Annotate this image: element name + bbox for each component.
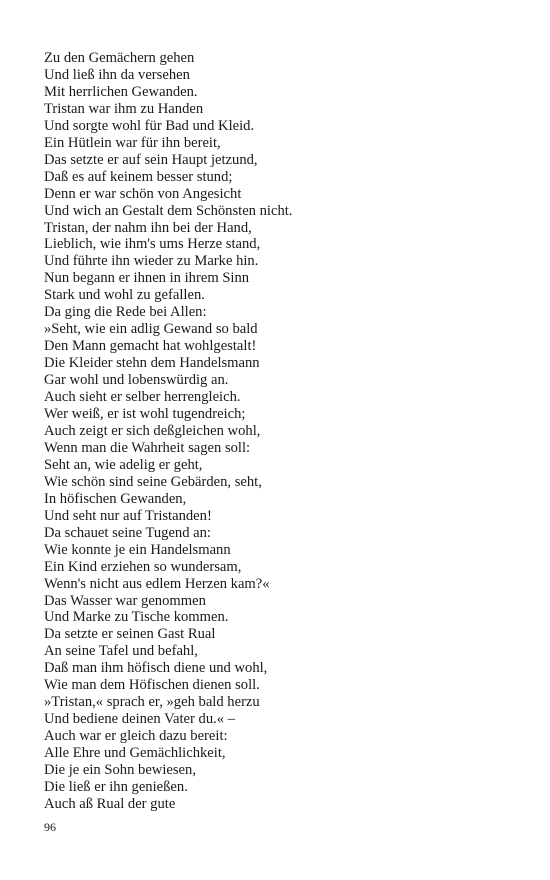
- verse-line: Denn er war schön von Angesicht: [44, 185, 242, 202]
- verse-line: »Tristan,« sprach er, »geh bald herzu: [44, 694, 260, 711]
- verse-line: Mit herrlichen Gewanden.: [44, 83, 198, 100]
- verse-line: Auch war er gleich dazu bereit:: [44, 728, 228, 745]
- verse-line: Und führte ihn wieder zu Marke hin.: [44, 253, 259, 270]
- verse-line: Zu den Gemächern gehen: [44, 50, 195, 66]
- verse-line: Und seht nur auf Tristanden!: [44, 507, 212, 524]
- verse-line: Nun begann er ihnen in ihrem Sinn: [44, 270, 250, 287]
- verse-line: Und wich an Gestalt dem Schönsten nicht.: [44, 202, 293, 219]
- verse-line: Daß man ihm höfisch diene und wohl,: [44, 660, 268, 677]
- verse-line: »Seht, wie ein adlig Gewand so bald: [44, 321, 258, 338]
- verse-line: Den Mann gemacht hat wohlgestalt!: [44, 338, 257, 355]
- verse-line: Seht an, wie adelig er geht,: [44, 456, 203, 473]
- verse-line: Das Wasser war genommen: [44, 592, 206, 609]
- verse-text: [44, 50, 292, 813]
- verse-line: Alle Ehre und Gemächlichkeit,: [44, 745, 226, 762]
- verse-line: Und sorgte wohl für Bad und Kleid.: [44, 117, 255, 134]
- verse-line: Wie schön sind seine Gebärden, seht,: [44, 473, 262, 490]
- verse-line: In höfischen Gewanden,: [44, 490, 187, 507]
- verse-line: Auch sieht er selber herrengleich.: [44, 389, 241, 406]
- verse-line: Auch aß Rual der gute: [44, 795, 176, 812]
- verse-line: Tristan, der nahm ihn bei der Hand,: [44, 219, 252, 236]
- verse-line: Wie konnte je ein Handelsmann: [44, 541, 231, 558]
- verse-line: Das setzte er auf sein Haupt jetzund,: [44, 151, 258, 168]
- verse-line: Da setzte er seinen Gast Rual: [44, 626, 216, 643]
- page-number: 96: [44, 820, 56, 834]
- verse-line: Ein Kind erziehen so wundersam,: [44, 558, 242, 575]
- verse-line: Die je ein Sohn bewiesen,: [44, 762, 196, 779]
- verse-line: Da schauet seine Tugend an:: [44, 524, 211, 541]
- verse-line: Die ließ er ihn genießen.: [44, 778, 188, 795]
- verse-line: Ein Hütlein war für ihn bereit,: [44, 134, 221, 151]
- verse-line: Gar wohl und lobenswürdig an.: [44, 372, 229, 389]
- verse-line: Daß es auf keinem besser stund;: [44, 168, 233, 185]
- verse-line: Stark und wohl zu gefallen.: [44, 287, 205, 304]
- verse-line: Und ließ ihn da versehen: [44, 66, 190, 83]
- verse-line: Und Marke zu Tische kommen.: [44, 609, 229, 626]
- verse-line: Wie man dem Höfischen dienen soll.: [44, 677, 260, 694]
- verse-line: Wenn man die Wahrheit sagen soll:: [44, 439, 251, 456]
- verse-line: Wenn's nicht aus edlem Herzen kam?«: [44, 575, 270, 592]
- verse-line: Wer weiß, er ist wohl tugendreich;: [44, 406, 246, 423]
- verse-line: Und bediene deinen Vater du.« –: [44, 711, 236, 728]
- verse-line: Lieblich, wie ihm's ums Herze stand,: [44, 236, 261, 253]
- verse-line: Tristan war ihm zu Handen: [44, 100, 204, 117]
- verse-line: Die Kleider stehn dem Handelsmann: [44, 355, 260, 372]
- verse-line: Da ging die Rede bei Allen:: [44, 304, 207, 321]
- verse-line: Auch zeigt er sich deßgleichen wohl,: [44, 422, 261, 439]
- verse-line: An seine Tafel und befahl,: [44, 643, 198, 660]
